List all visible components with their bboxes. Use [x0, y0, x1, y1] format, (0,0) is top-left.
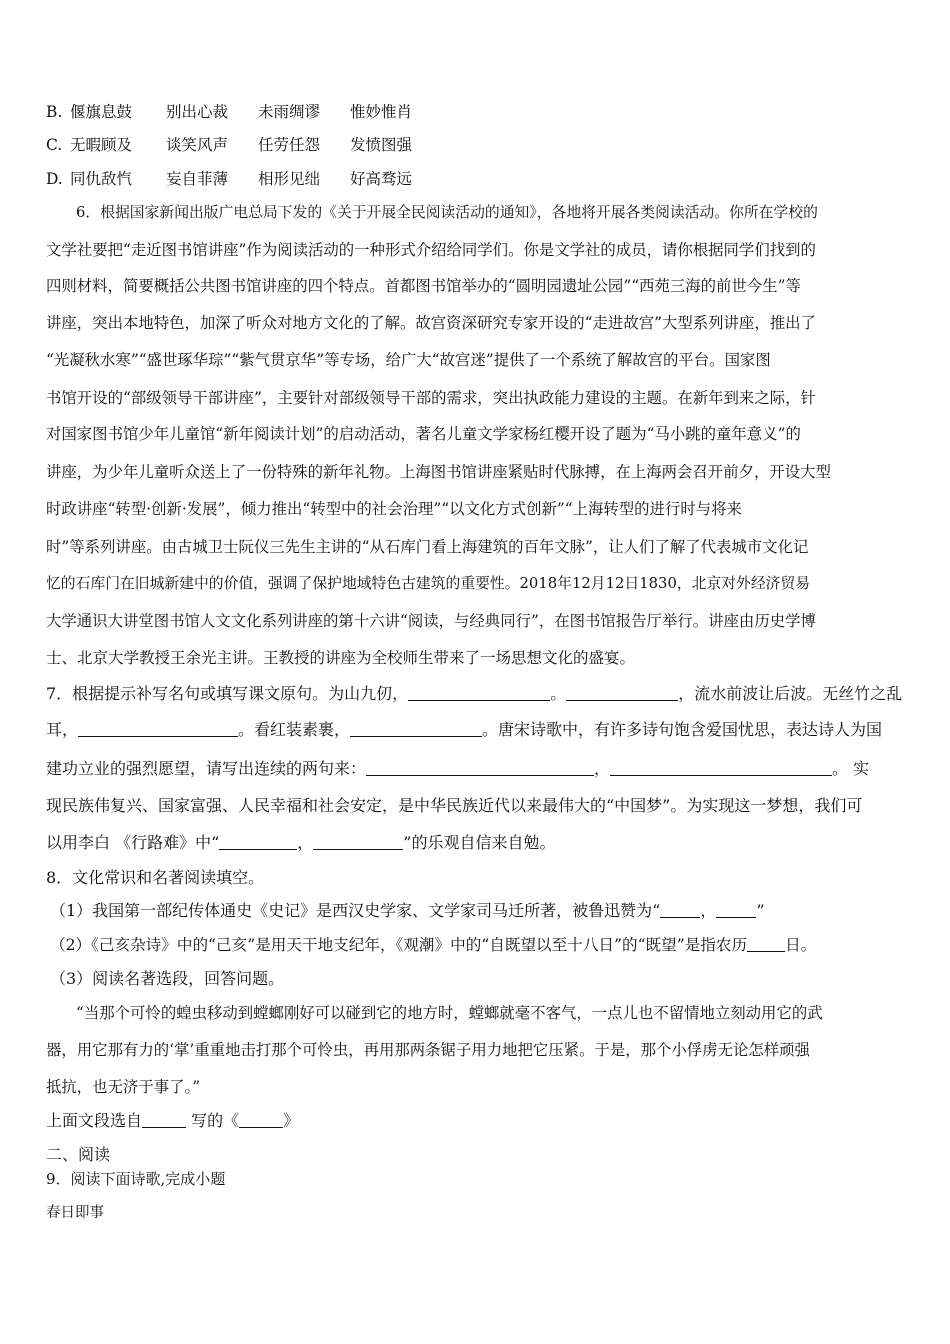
q7-line: 以用李白 《行路难》中“ ， ”的乐观自信来自勉。: [46, 833, 556, 852]
answer-blank[interactable]: [313, 833, 403, 850]
option-item: 任劳任怨: [258, 136, 321, 154]
answer-blank[interactable]: [747, 935, 785, 952]
q6-line: 对国家图书馆少年儿童馆“新年阅读计划”的启动活动，著名儿童文学家杨红樱开设了题为“马小跳的童年意义”的: [46, 425, 801, 443]
q6-line: 讲座，为少年儿童听众送上了一份特殊的新年礼物。上海图书馆讲座紧贴时代脉搏，在上海两会召开前夕，开设大型: [46, 463, 831, 481]
option-item: 惟妙惟肖: [350, 103, 413, 121]
option-item: 谈笑风声: [166, 136, 229, 154]
q7-line: 耳， 。看红装素裹， 。唐宋诗歌中，有许多诗句饱含爱国忧思，表达诗人为国: [46, 720, 883, 739]
q6-line: 文学社要把“走近图书馆讲座”作为阅读活动的一种形式介绍给同学们。你是文学社的成员，请你根据同学们找到的: [46, 241, 816, 259]
quote-line: 抵抗，也无济于事了。”: [46, 1078, 201, 1096]
q6-line: 忆的石库门在旧城新建中的价值，强调了保护地域特色古建筑的重要性。2018年12月12日1830，北京对外经济贸易: [46, 575, 811, 592]
answer-blank[interactable]: [366, 759, 594, 776]
q8-answer-line: 上面文段选自 写的《 》: [46, 1111, 300, 1130]
option-b: [46, 102, 930, 122]
option-item: 妄自菲薄: [166, 170, 229, 188]
q7-line: 建功立业的强烈愿望，请写出连续的两句来： ， 。 实: [46, 759, 870, 778]
answer-blank[interactable]: [660, 901, 700, 918]
q8-sub2: （2）《己亥杂诗》中的“己亥”是用天干地支纪年，《观潮》中的“自既望以至十八日”的“既望”是指农历 日。: [50, 936, 817, 954]
q6-line: 书馆开设的“部级领导干部讲座”，主要针对部级领导干部的需求，突出执政能力建设的主题。在新年到来之际，针: [46, 389, 816, 407]
answer-blank[interactable]: [350, 720, 482, 737]
option-label: C.: [46, 136, 63, 154]
q6-line: 时政讲座“转型·创新·发展”，倾力推出“转型中的社会治理”“以文化方式创新”“上海转型的进行时与将来: [46, 500, 742, 518]
q8-title: 8．文化常识和名著阅读填空。: [46, 868, 265, 887]
answer-blank[interactable]: [716, 901, 756, 918]
option-item: 无暇顾及: [70, 136, 133, 154]
q7-line: 7．根据提示补写名句或填写课文原句。为山九仞， 。 ，流水前波让后波。无丝竹之乱: [46, 684, 903, 703]
q6-line: 时”等系列讲座。由古城卫士阮仪三先生主讲的“从石库门看上海建筑的百年文脉”，让人们了解了代表城市文化记: [46, 538, 809, 556]
answer-blank[interactable]: [142, 1111, 186, 1128]
option-item: 偃旗息鼓: [70, 103, 133, 121]
q8-sub1: （1）我国第一部纪传体通史《史记》是西汉史学家、文学家司马迁所著，被鲁迅赞为“ ， ”: [50, 901, 765, 920]
option-item: 别出心裁: [166, 103, 229, 121]
option-c: [46, 135, 930, 155]
answer-blank[interactable]: [78, 720, 238, 737]
option-item: 好高骛远: [350, 170, 413, 188]
answer-blank[interactable]: [239, 1111, 283, 1128]
q6-line: “光凝秋水寒”“盛世琢华琮”“紫气贯京华”等专场，给广大“故宫迷”提供了一个系统了解故宫的平台。国家图: [46, 351, 771, 369]
answer-blank[interactable]: [566, 684, 678, 701]
option-item: 发愤图强: [350, 136, 413, 154]
option-item: 相形见绌: [258, 170, 321, 188]
q6-line: 6．根据国家新闻出版广电总局下发的《关于开展全民阅读活动的通知》，各地将开展各类阅读活动。你所在学校的: [76, 204, 818, 221]
q6-line: 士、北京大学教授王余光主讲。王教授的讲座为全校师生带来了一场思想文化的盛宴。: [46, 649, 636, 667]
option-item: 未雨绸谬: [258, 103, 321, 121]
answer-blank[interactable]: [408, 684, 550, 701]
option-item: 同仇敌忾: [70, 170, 133, 188]
option-label: D.: [46, 170, 63, 188]
q6-line: 大学通识大讲堂图书馆人文文化系列讲座的第十六讲“阅读，与经典同行”，在图书馆报告厅举行。讲座由历史学博: [46, 612, 816, 630]
q7-line: 现民族伟复兴、国家富强、人民幸福和社会安定，是中华民族近代以来最伟大的“中国梦”。为实现这一梦想，我们可: [46, 796, 863, 815]
answer-blank[interactable]: [219, 833, 297, 850]
q6-line: 四则材料，简要概括公共图书馆讲座的四个特点。首都图书馆举办的“圆明园遗址公园”“西苑三海的前世今生”等: [46, 277, 801, 295]
option-label: B.: [46, 103, 63, 121]
option-d: [46, 169, 930, 189]
q9-title: 9．阅读下面诗歌,完成小题: [46, 1170, 226, 1188]
section-heading: 二、阅读: [46, 1145, 111, 1164]
poem-title: 春日即事: [46, 1205, 104, 1221]
quote-line: “当那个可怜的蝗虫移动到螳螂刚好可以碰到它的地方时，螳螂就毫不客气，一点儿也不留情地立刻动用它的武: [76, 1004, 823, 1022]
q6-line: 讲座，突出本地特色，加深了听众对地方文化的了解。故宫资深研究专家开设的“走进故宫”大型系列讲座，推出了: [46, 314, 816, 332]
answer-blank[interactable]: [610, 759, 832, 776]
quote-line: 器，用它那有力的‘掌’重重地击打那个可怜虫，再用那两条锯子用力地把它压紧。于是，那个小俘虏无论怎样顽强: [46, 1041, 810, 1059]
q8-sub3: （3）阅读名著选段，回答问题。: [50, 969, 285, 988]
